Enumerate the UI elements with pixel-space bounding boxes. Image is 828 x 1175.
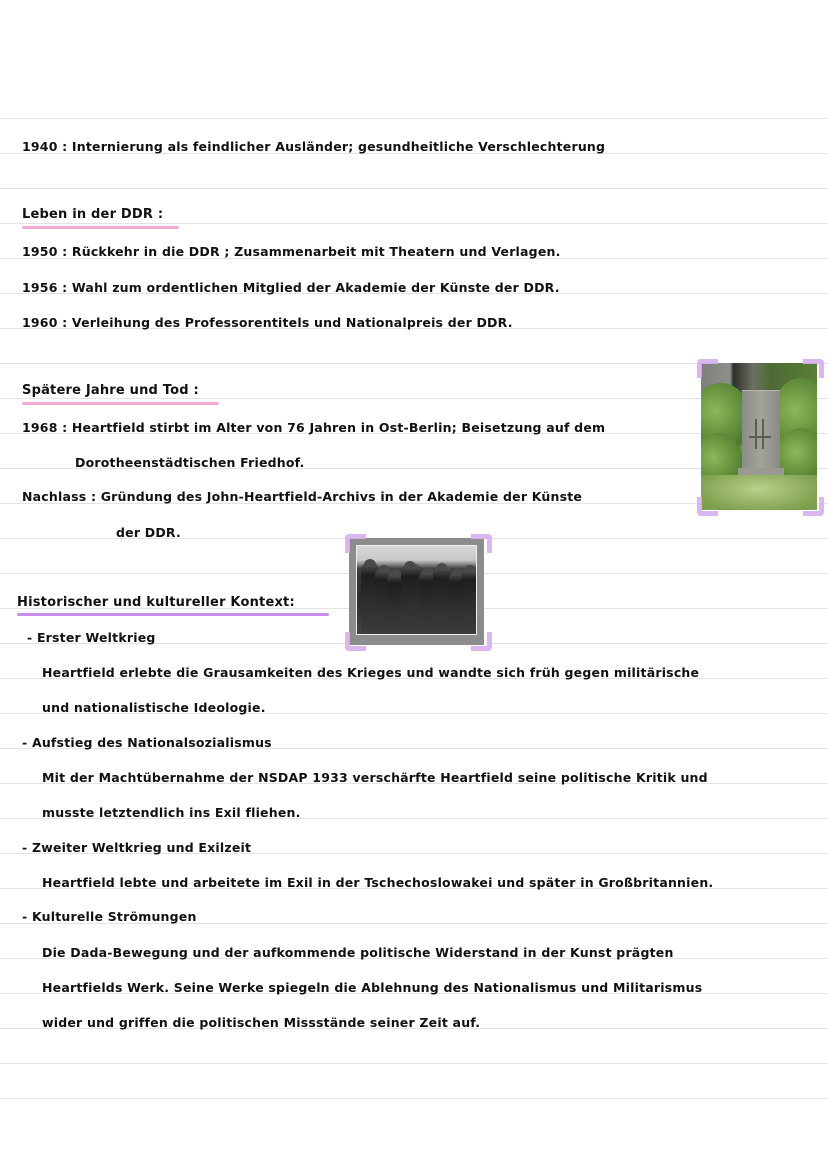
entry-1968-line2: Dorotheenstädtischen Friedhof. — [75, 455, 305, 470]
section-line: Heartfield lebte und arbeitete im Exil in der Tschechoslowakei und später in Großbritannien. — [42, 875, 714, 890]
photo-corner — [803, 359, 824, 378]
section-line: Die Dada-Bewegung und der aufkommende politische Widerstand in der Kunst prägten — [42, 945, 674, 960]
photo-corner — [345, 632, 366, 651]
heading-leben-in-der-ddr: Leben in der DDR : — [22, 207, 164, 222]
section-title: - Zweiter Weltkrieg und Exilzeit — [22, 840, 252, 855]
entry-nachlass-line1: Nachlass : Gründung des John-Heartfield-Archivs in der Akademie der Künste — [22, 489, 583, 504]
heading-underline — [22, 226, 179, 229]
section-title: - Aufstieg des Nationalsozialismus — [22, 735, 272, 750]
section-line: Mit der Machtübernahme der NSDAP 1933 verschärfte Heartfield seine politische Kritik und — [42, 770, 708, 785]
section-line: musste letztendlich ins Exil fliehen. — [42, 805, 301, 820]
entry-1968-line1: 1968 : Heartfield stirbt im Alter von 76 Jahren in Ost-Berlin; Beisetzung auf dem — [22, 420, 606, 435]
photo-corner — [697, 359, 718, 378]
photo-corner — [471, 534, 492, 553]
soldiers-photo — [349, 538, 484, 645]
entry-1960: 1960 : Verleihung des Professorentitels und Nationalpreis der DDR. — [22, 315, 513, 330]
heading-underline — [17, 613, 329, 616]
photo-corner — [697, 497, 718, 516]
heading-kontext: Historischer und kultureller Kontext: — [17, 595, 295, 610]
entry-nachlass-line2: der DDR. — [116, 525, 181, 540]
rule-line — [0, 1063, 828, 1064]
section-title: - Erster Weltkrieg — [27, 630, 156, 645]
section-line: wider und griffen die politischen Missstände seiner Zeit auf. — [42, 1015, 481, 1030]
section-line: und nationalistische Ideologie. — [42, 700, 266, 715]
section-line: Heartfield erlebte die Grausamkeiten des Krieges und wandte sich früh gegen militärische — [42, 665, 700, 680]
section-line: Heartfields Werk. Seine Werke spiegeln die Ablehnung des Nationalismus und Militarismus — [42, 980, 703, 995]
photo-corner — [471, 632, 492, 651]
photo-corner — [803, 497, 824, 516]
entry-1956: 1956 : Wahl zum ordentlichen Mitglied der Akademie der Künste der DDR. — [22, 280, 560, 295]
heading-underline — [22, 402, 219, 405]
entry-1940: 1940 : Internierung als feindlicher Ausländer; gesundheitliche Verschlechterung — [22, 139, 606, 154]
grave-photo — [701, 363, 817, 510]
photo-corner — [345, 534, 366, 553]
rule-line — [0, 188, 828, 189]
section-title: - Kulturelle Strömungen — [22, 909, 197, 924]
rule-line — [0, 118, 828, 119]
rule-line — [0, 1098, 828, 1099]
heading-spaetere-jahre: Spätere Jahre und Tod : — [22, 383, 199, 398]
entry-1950: 1950 : Rückkehr in die DDR ; Zusammenarbeit mit Theatern und Verlagen. — [22, 244, 561, 259]
rule-line — [0, 223, 828, 224]
